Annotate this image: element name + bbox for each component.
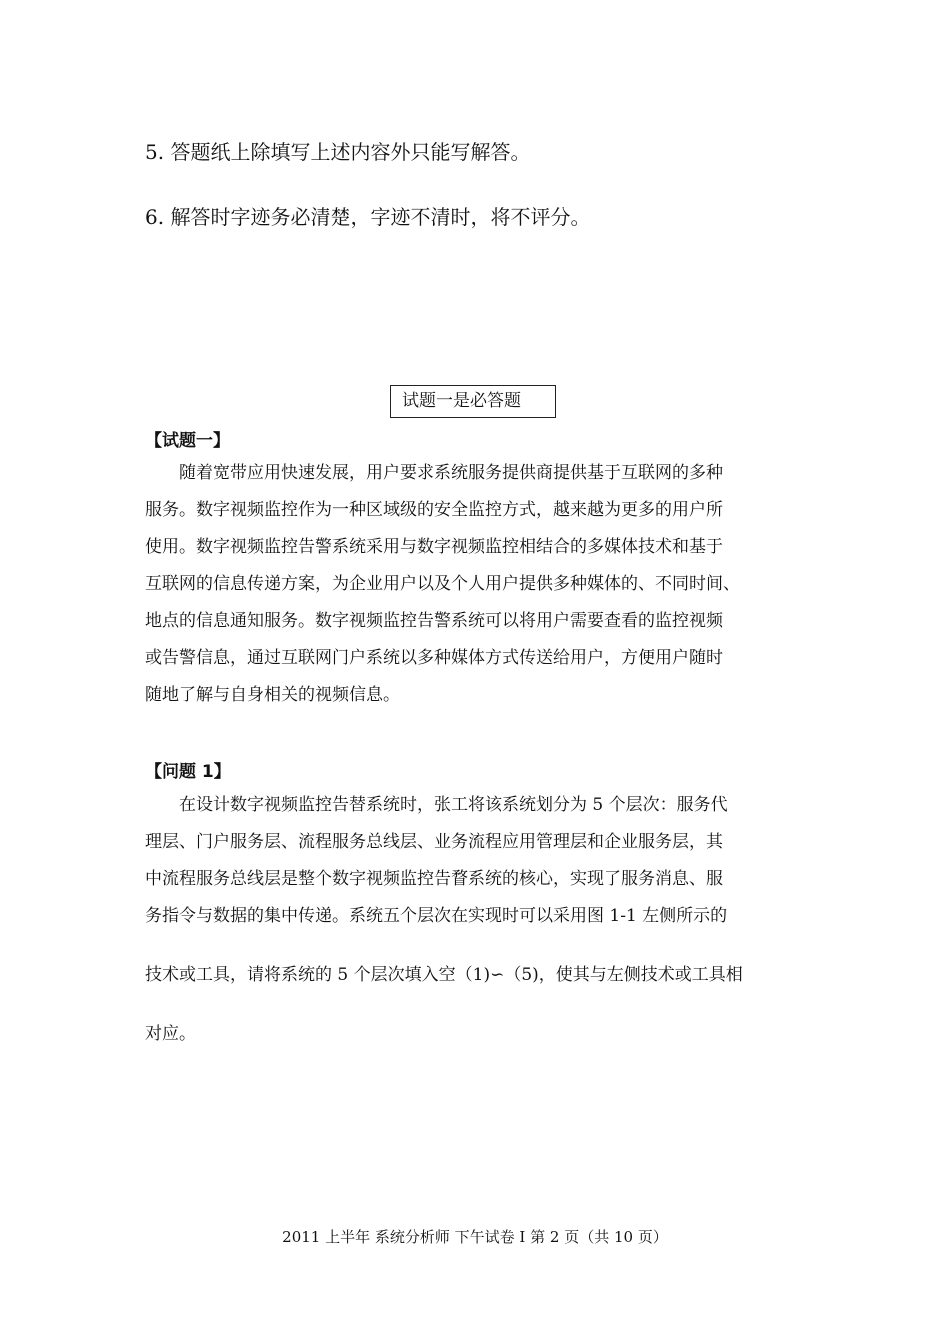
paragraph-line: 务指令与数据的集中传递。系统五个层次在实现时可以采用图 1-1 左侧所示的 [145, 906, 728, 926]
page-footer: 2011 上半年 系统分析师 下午试卷 I 第 2 页（共 10 页） [282, 1228, 668, 1246]
paragraph-line: 理层、门户服务层、流程服务总线层、业务流程应用管理层和企业服务层，其 [145, 832, 723, 852]
paragraph-line: 互联网的信息传递方案，为企业用户以及个人用户提供多种媒体的、不同时间、 [145, 574, 740, 594]
question-1-body [145, 455, 810, 714]
paragraph-line: 使用。数字视频监控告警系统采用与数字视频监控相结合的多媒体技术和基于 [145, 537, 723, 557]
paragraph-line: 地点的信息通知服务。数字视频监控告警系统可以将用户需要查看的监控视频 [145, 611, 723, 631]
paragraph-line: 随地了解与自身相关的视频信息。 [145, 685, 400, 705]
instruction-item-5: 5. 答题纸上除填写上述内容外只能写解答。 [145, 140, 531, 164]
problem-1-body [145, 787, 810, 1053]
question-1-heading: 【试题一】 [145, 431, 230, 451]
required-question-box: 试题一是必答题 [390, 385, 556, 418]
paragraph-line: 随着宽带应用快速发展，用户要求系统服务提供商提供基于互联网的多种 [179, 463, 723, 483]
paragraph-line: 在设计数字视频监控告替系统时，张工将该系统划分为 5 个层次：服务代 [179, 795, 728, 815]
problem-1-heading: 【问题 1】 [145, 762, 231, 782]
paragraph-line: 对应。 [145, 1024, 196, 1044]
paragraph-line: 技术或工具，请将系统的 5 个层次填入空（1)∽（5)，使其与左侧技术或工具相 [145, 965, 743, 985]
paragraph-line: 或告警信息，通过互联网门户系统以多种媒体方式传送给用户，方便用户随时 [145, 648, 723, 668]
paragraph-line: 服务。数字视频监控作为一种区域级的安全监控方式，越来越为更多的用户所 [145, 500, 723, 520]
paragraph-line: 中流程服务总线层是整个数字视频监控告瞀系统的核心，实现了服务消息、服 [145, 869, 723, 889]
instruction-item-6: 6. 解答时字迹务必清楚，字迹不清时，将不评分。 [145, 205, 591, 229]
